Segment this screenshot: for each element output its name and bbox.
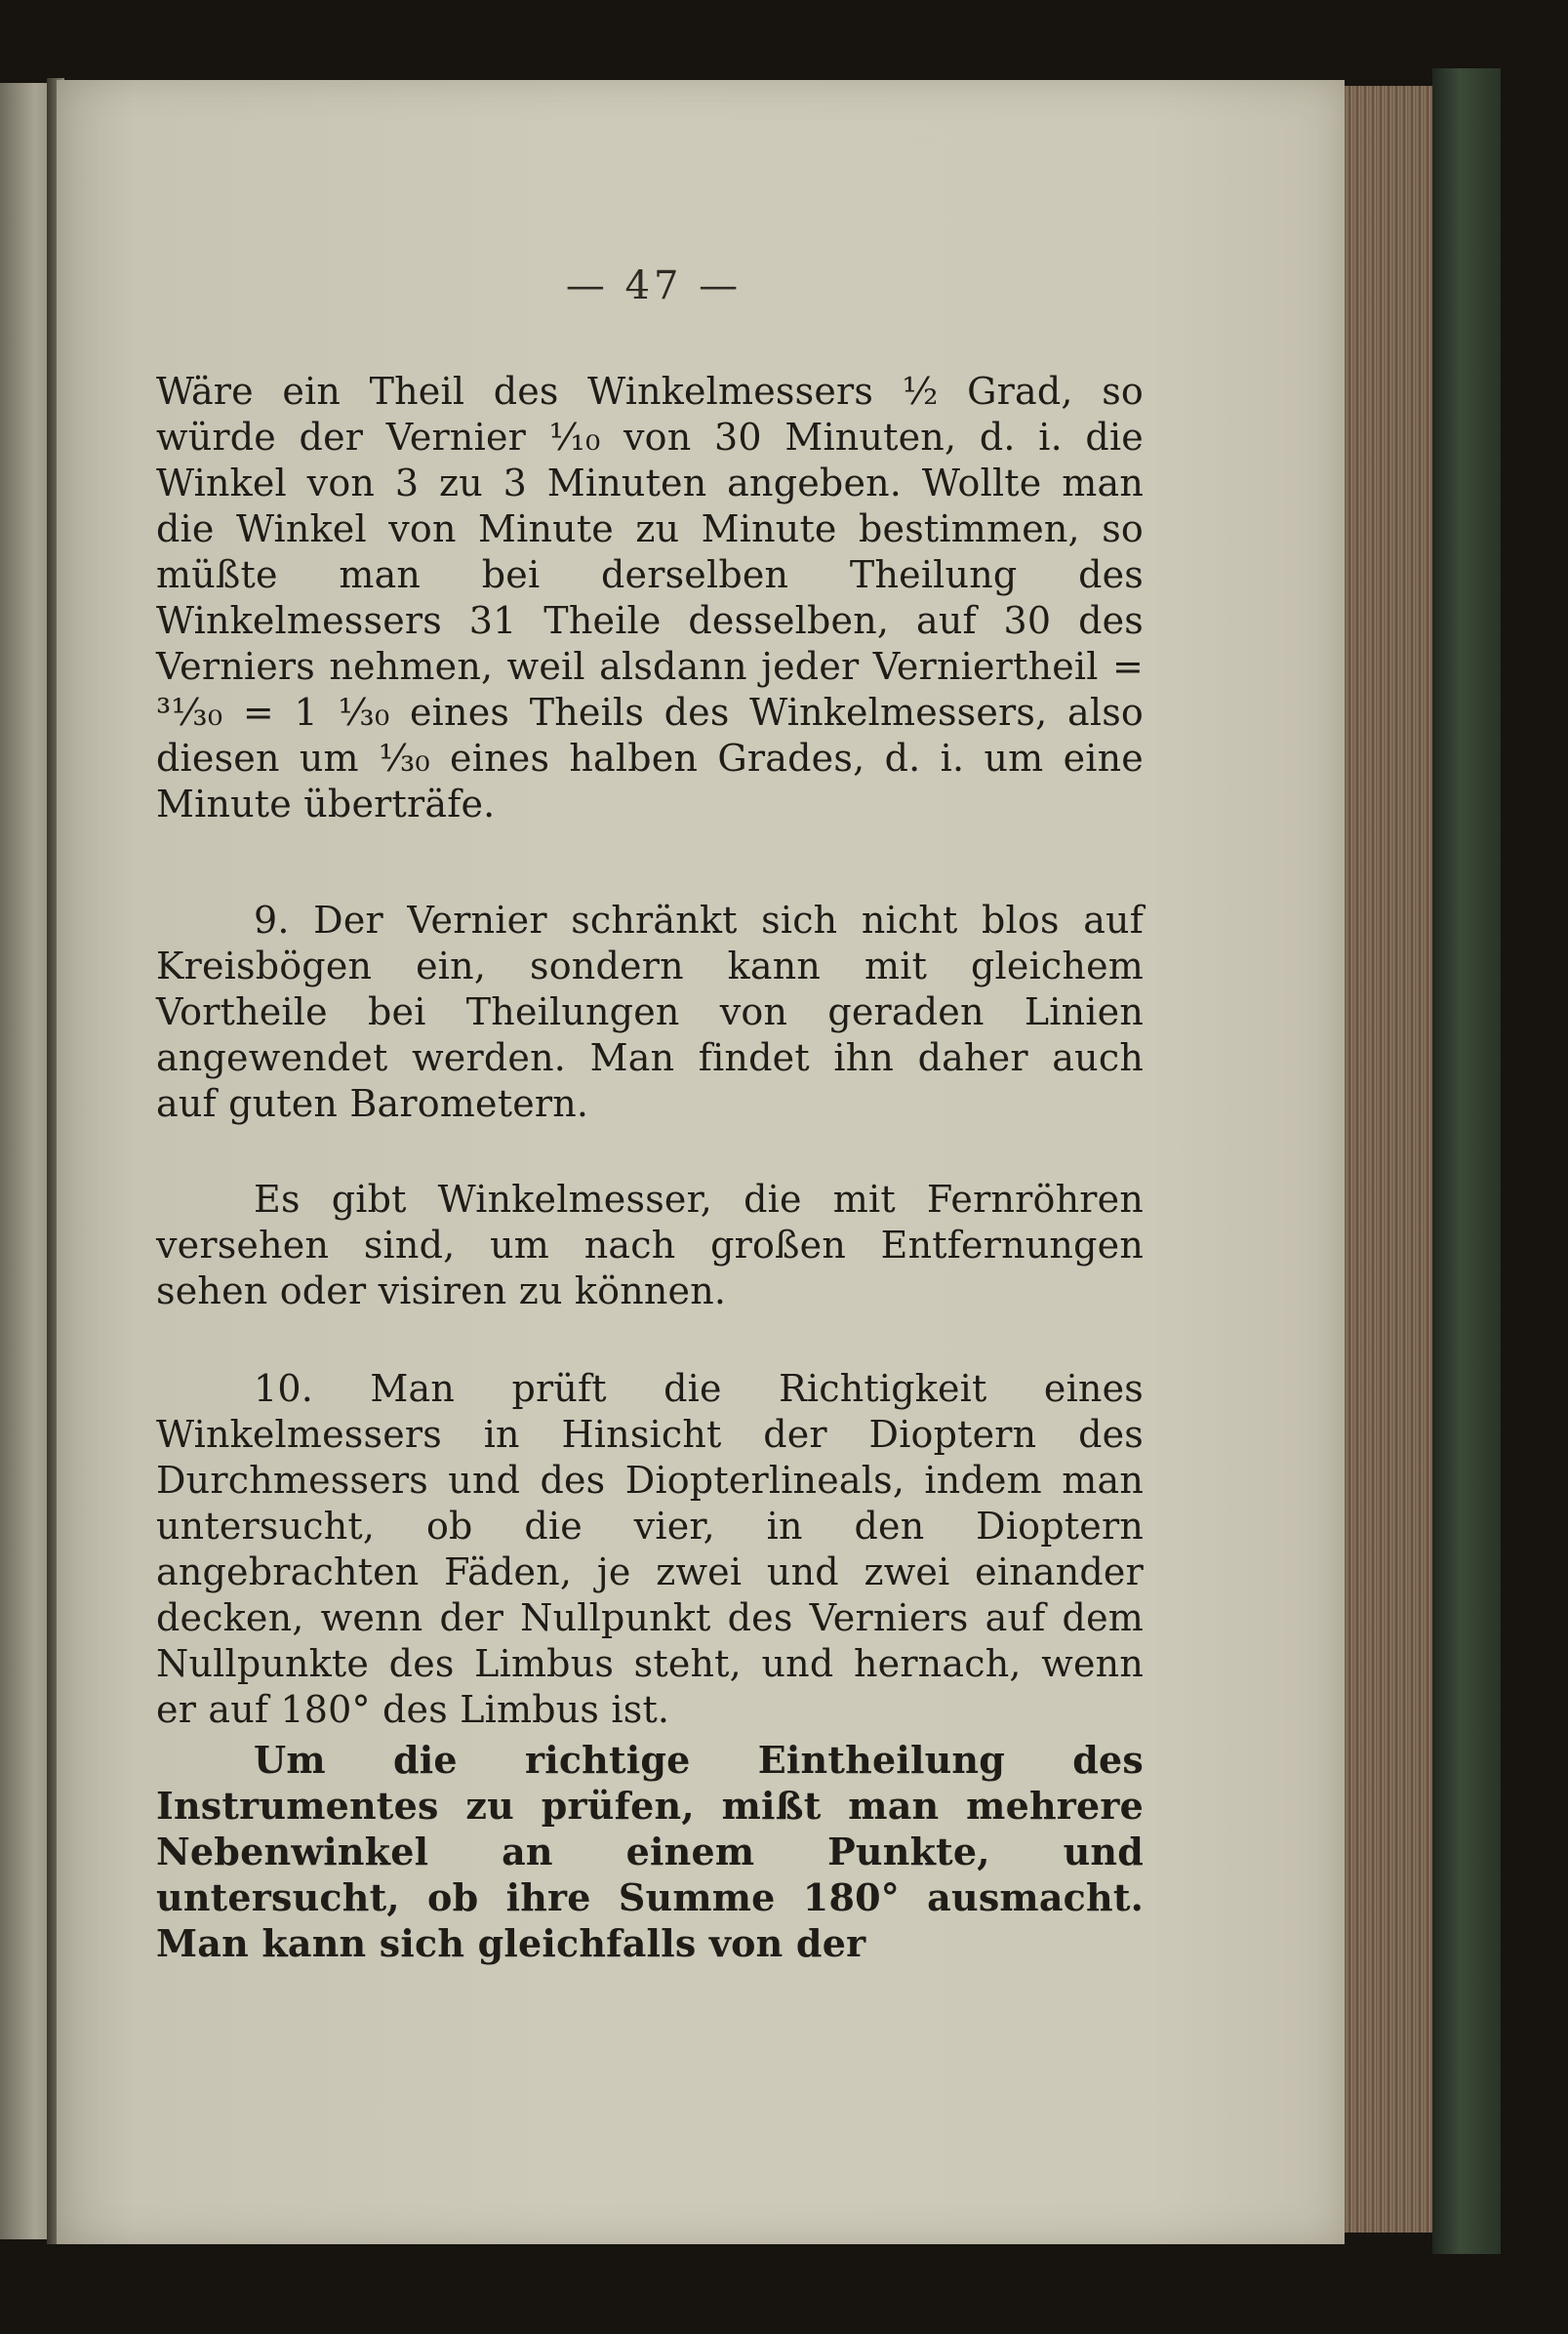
- book-cover-edge: [1432, 68, 1501, 2254]
- paragraph-4: 10. Man prüft die Richtigkeit eines Winkelmessers in Hinsicht der Dioptern des Durchmessers und des Diopterlineals, indem man untersucht, ob die vier, in den Dioptern angebrachten Fäden, je zwei und zwei einander decken, wenn der Nullpunkt des Verniers auf dem Nullpunkte des Limbus steht, und hernach, wenn er auf 180° des Limbus ist.: [156, 1367, 1144, 1731]
- paragraph-5: Um die richtige Eintheilung des Instrumentes zu prüfen, mißt man mehrere Nebenwinkel an einem Punkte, und untersucht, ob ihre Summe 180° ausmacht. Man kann sich gleichfalls von der: [156, 1738, 1144, 1965]
- paragraph-3: Es gibt Winkelmesser, die mit Fernröhren versehen sind, um nach großen Entfernungen sehen oder visiren zu können.: [156, 1178, 1144, 1312]
- page-number: — 47 —: [565, 263, 743, 308]
- page-block-edges: [1345, 86, 1432, 2233]
- paragraph-1: Wäre ein Theil des Winkelmessers ½ Grad, so würde der Vernier ¹⁄₁₀ von 30 Minuten, d. i. die Winkel von 3 zu 3 Minuten angeben. Wollte man die Winkel von Minute zu Minute bestimmen, so müßte man bei derselben Theilung des Winkelmessers 31 Theile desselben, auf 30 des Verniers nehmen, weil alsdann jeder Verniertheil = ³¹⁄₃₀ = 1 ¹⁄₃₀ eines Theils des Winkelmessers, also diesen um ¹⁄₃₀ eines halben Grades, d. i. um eine Minute überträfe.: [156, 370, 1144, 825]
- paragraph-2: 9. Der Vernier schränkt sich nicht blos auf Kreisbögen ein, sondern kann mit gleichem Vortheile bei Theilungen von geraden Linien angewendet werden. Man findet ihn daher auch auf guten Barometern.: [156, 899, 1144, 1125]
